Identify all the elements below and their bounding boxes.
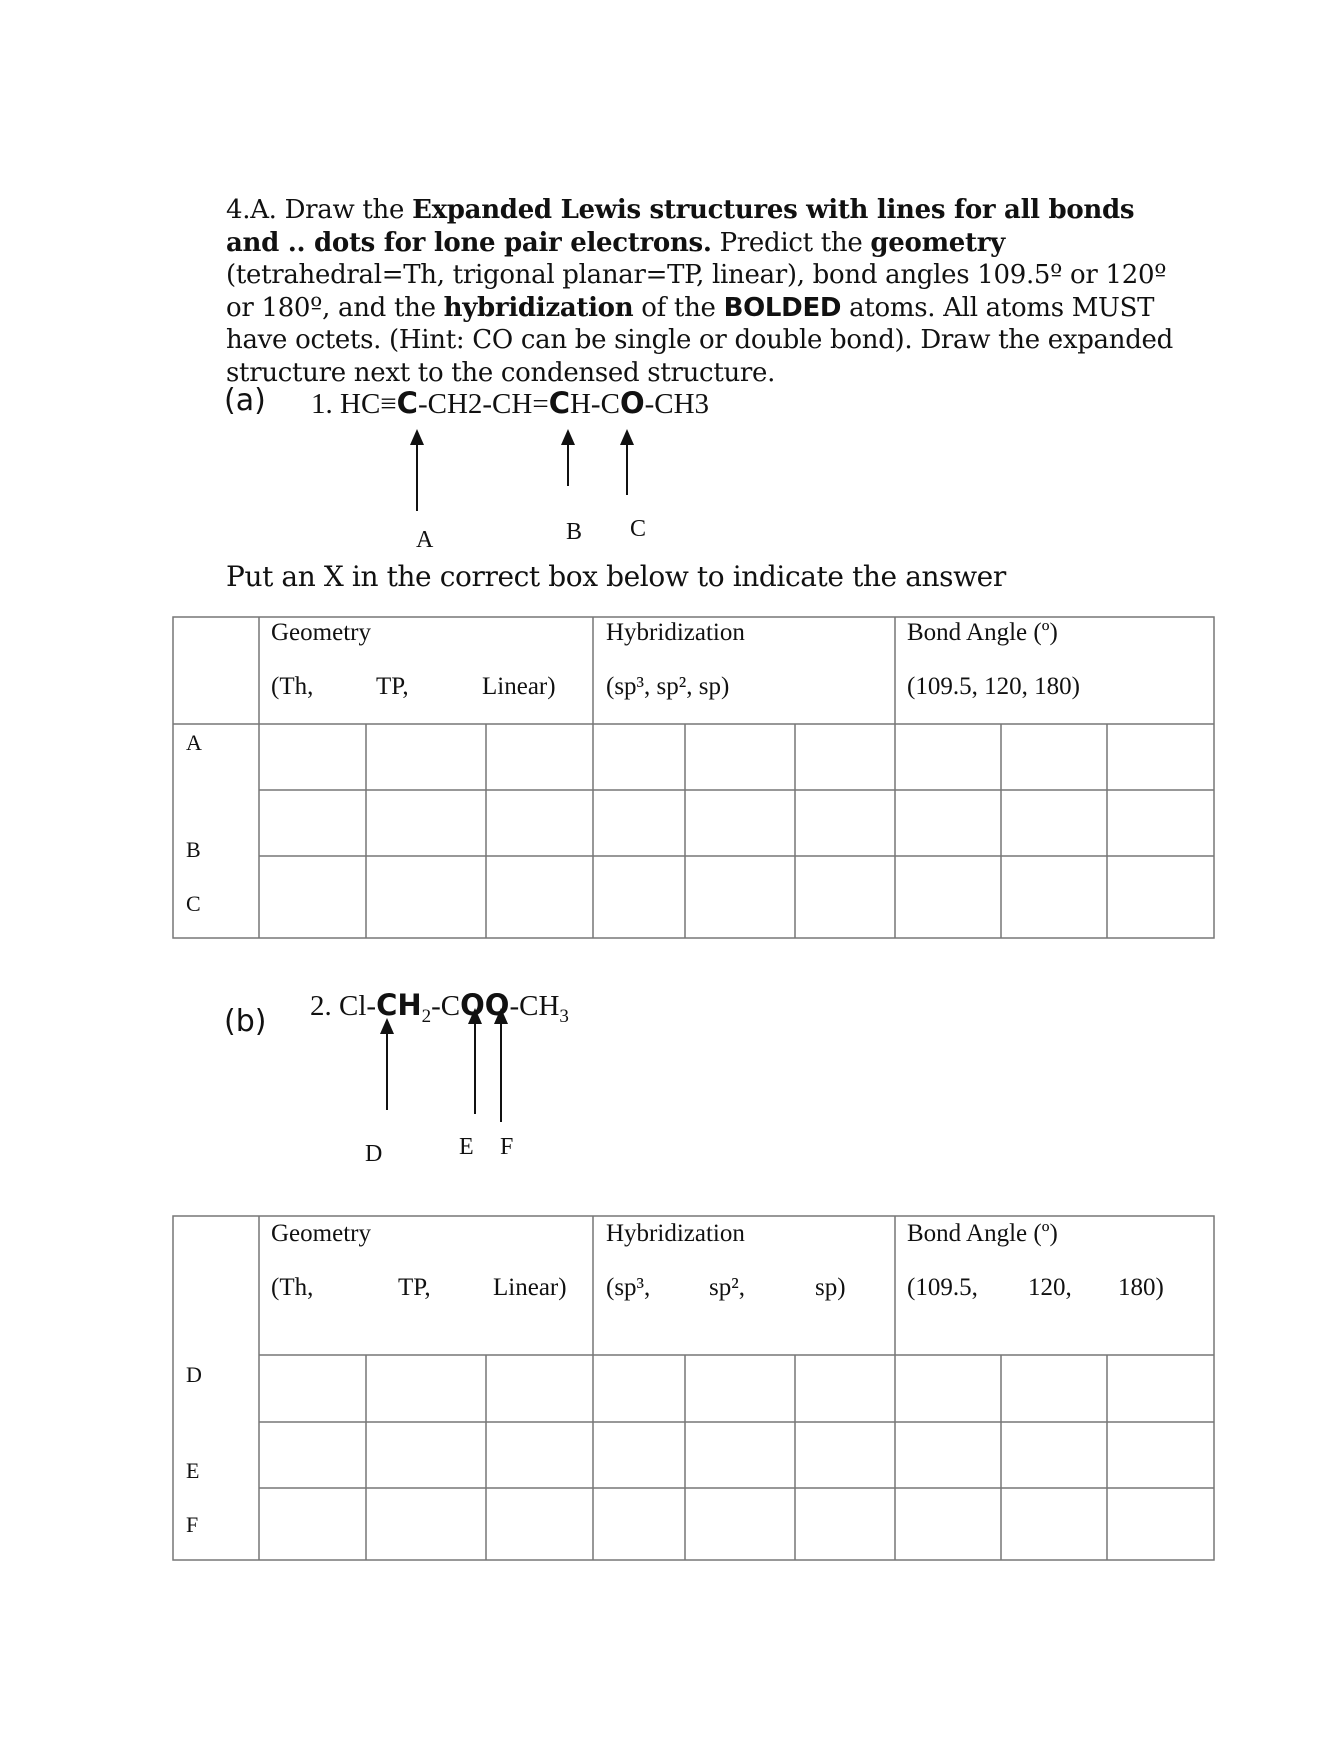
formula-b-part-6: -CH <box>509 990 560 1022</box>
table-b-row-label-e: E <box>186 1458 200 1483</box>
table-b-answer-cell[interactable] <box>260 1489 365 1559</box>
table-a-answer-cell[interactable] <box>1108 857 1213 937</box>
arrow-label-f: F <box>500 1134 514 1160</box>
table-a-answer-cell[interactable] <box>260 725 365 789</box>
formula-a-part-3: -CH2-CH= <box>417 388 549 420</box>
table-b-answer-cell[interactable] <box>896 1356 1000 1421</box>
table-b-answer-cell[interactable] <box>367 1423 485 1487</box>
table-b-geometry-linear: Linear) <box>493 1274 567 1301</box>
arrow-label-c: C <box>630 516 647 542</box>
table-b-answer-cell[interactable] <box>1002 1356 1106 1421</box>
formula-b-bold-oo: OO <box>460 988 510 1022</box>
table-b-answer-cell[interactable] <box>686 1489 794 1559</box>
table-b-answer-cell[interactable] <box>367 1489 485 1559</box>
table-b-row-label-d: D <box>186 1362 202 1387</box>
table-a-hybridization-options: (sp³, sp², sp) <box>606 673 730 700</box>
table-a-angle-options: (109.5, 120, 180) <box>907 673 1080 700</box>
table-a-answer-cell[interactable] <box>686 857 794 937</box>
instructions-bold-1: Expanded Lewis structures with lines for all bonds and .. dots for lone pair electrons. <box>226 195 1135 258</box>
formula-a-bold-c1: C <box>396 386 418 420</box>
table-b-answer-cell[interactable] <box>487 1489 592 1559</box>
table-b-answer-cell[interactable] <box>594 1489 684 1559</box>
arrow-label-a: A <box>416 527 434 553</box>
arrow-label-d: D <box>365 1141 383 1167</box>
table-a-geometry-tp: TP, <box>376 673 409 700</box>
formula-a-bold-o: O <box>619 386 645 420</box>
instructions-bold-3: hybridization <box>443 292 634 323</box>
table-b-hybridization-sp: sp) <box>815 1274 846 1301</box>
table-a-answer-cell[interactable] <box>1002 857 1106 937</box>
arrow-d <box>386 1032 388 1110</box>
table-b-answer-cell[interactable] <box>1108 1489 1213 1559</box>
table-b-answer-cell[interactable] <box>367 1356 485 1421</box>
table-b-answer-cell[interactable] <box>1108 1356 1213 1421</box>
table-a-answer-cell[interactable] <box>896 725 1000 789</box>
table-a-row-label-c: C <box>186 891 201 916</box>
table-a-answer-cell[interactable] <box>686 725 794 789</box>
table-a-row-label-a: A <box>186 730 202 755</box>
table-b-answer-cell[interactable] <box>1002 1489 1106 1559</box>
table-b-answer-cell[interactable] <box>260 1356 365 1421</box>
formula-b-bold-c1: C <box>376 988 398 1022</box>
table-b-angle-109: (109.5, <box>907 1274 978 1301</box>
formula-b-bold-h: H <box>397 988 422 1022</box>
formula-b-part-1: 2. Cl- <box>310 990 377 1022</box>
table-a-row-label-b: B <box>186 837 201 862</box>
formula-b <box>310 988 569 1028</box>
table-a-answer-cell[interactable] <box>1108 725 1213 789</box>
instructions-bold-2: geometry <box>870 227 1005 258</box>
formula-a-part-7: -CH3 <box>644 388 710 420</box>
table-b-answer-cell[interactable] <box>796 1489 894 1559</box>
table-b-answer-cell[interactable] <box>1002 1423 1106 1487</box>
table-a-answer-cell[interactable] <box>796 791 894 855</box>
table-a-answer-cell[interactable] <box>686 791 794 855</box>
arrow-label-b: B <box>566 519 583 545</box>
table-b-answer-cell[interactable] <box>896 1423 1000 1487</box>
table-a-answer-cell[interactable] <box>487 725 592 789</box>
arrow-label-e: E <box>459 1134 474 1160</box>
table-b-angle-180: 180) <box>1118 1274 1164 1301</box>
table-b-answer-cell[interactable] <box>686 1356 794 1421</box>
table-b-row-label-f: F <box>186 1512 199 1537</box>
arrow-f <box>500 1022 502 1122</box>
table-b-answer-cell[interactable] <box>896 1489 1000 1559</box>
table-a-answer-cell[interactable] <box>1108 791 1213 855</box>
table-a-answer-cell[interactable] <box>367 857 485 937</box>
table-b-answer-cell[interactable] <box>594 1356 684 1421</box>
table-b-geometry-tp: TP, <box>398 1274 431 1301</box>
table-b-answer-cell[interactable] <box>594 1423 684 1487</box>
formula-a-bold-c2: C <box>548 386 570 420</box>
table-a-answer-cell[interactable] <box>896 857 1000 937</box>
table-a-answer-cell[interactable] <box>1002 725 1106 789</box>
table-b-answer-cell[interactable] <box>487 1356 592 1421</box>
part-b-label: (b) <box>224 1004 267 1039</box>
table-a-answer-cell[interactable] <box>594 857 684 937</box>
table-a-answer-cell[interactable] <box>1002 791 1106 855</box>
instructions-text-2: Predict the <box>711 227 871 258</box>
table-b-angle-header: Bond Angle (º) <box>907 1220 1058 1247</box>
table-a-answer-cell[interactable] <box>796 857 894 937</box>
table-b-hybridization-sp3: (sp³, <box>606 1274 651 1301</box>
table-a-answer-cell[interactable] <box>594 791 684 855</box>
table-a-geometry-linear: Linear) <box>482 673 556 700</box>
table-a-answer-cell[interactable] <box>260 857 365 937</box>
table-b-answer-cell[interactable] <box>796 1423 894 1487</box>
formula-a-part-1: 1. HC≡ <box>311 388 397 420</box>
table-b-angle-120: 120, <box>1028 1274 1072 1301</box>
table-a-answer-cell[interactable] <box>896 791 1000 855</box>
table-b-answer-cell[interactable] <box>487 1423 592 1487</box>
formula-b-sub-3: 3 <box>559 1005 569 1027</box>
table-a-answer-cell[interactable] <box>487 791 592 855</box>
table-b-hybridization-sp2: sp², <box>709 1274 745 1301</box>
table-b-answer-cell[interactable] <box>260 1423 365 1487</box>
formula-b-sub-2: 2 <box>421 1005 432 1027</box>
arrow-e <box>474 1022 476 1114</box>
table-a-answer-cell[interactable] <box>487 857 592 937</box>
table-a-hybridization-header: Hybridization <box>606 619 745 646</box>
table-a-answer-cell[interactable] <box>367 725 485 789</box>
table-a-geometry-header: Geometry <box>271 619 371 646</box>
instructions-text-1: 4.A. Draw the <box>226 195 413 225</box>
table-b-answer-cell[interactable] <box>686 1423 794 1487</box>
instructions-bold-4: BOLDED <box>723 292 842 323</box>
instructions-text-5: atoms. All atoms MUST have octets. (Hint: CO can be single or double bond). Draw the expanded structure next to the condensed structure. <box>226 292 1173 388</box>
table-a-answer-cell[interactable] <box>796 725 894 789</box>
table-b-answer-cell[interactable] <box>796 1356 894 1421</box>
instructions-text-3: (tetrahedral=Th, trigonal planar=TP, linear), bond angles 109.5º or 120º or 180º, and the <box>226 260 1167 323</box>
table-b-answer-cell[interactable] <box>1108 1423 1213 1487</box>
table-b-geometry-th: (Th, <box>271 1274 314 1301</box>
table-a-answer-cell[interactable] <box>367 791 485 855</box>
table-b-hybridization-header: Hybridization <box>606 1220 745 1247</box>
table-a-geometry-th: (Th, <box>271 673 314 700</box>
formula-b-part-4: -C <box>431 990 461 1022</box>
put-x-instruction: Put an X in the correct box below to indicate the answer <box>226 560 1006 593</box>
table-a-answer-cell[interactable] <box>260 791 365 855</box>
instructions-text-4: of the <box>633 292 724 323</box>
formula-a-part-5: H-C <box>569 388 620 420</box>
part-a-label: (a) <box>224 383 266 418</box>
table-b-geometry-header: Geometry <box>271 1220 371 1247</box>
table-a-answer-cell[interactable] <box>594 725 684 789</box>
table-a-angle-header: Bond Angle (º) <box>907 619 1058 646</box>
